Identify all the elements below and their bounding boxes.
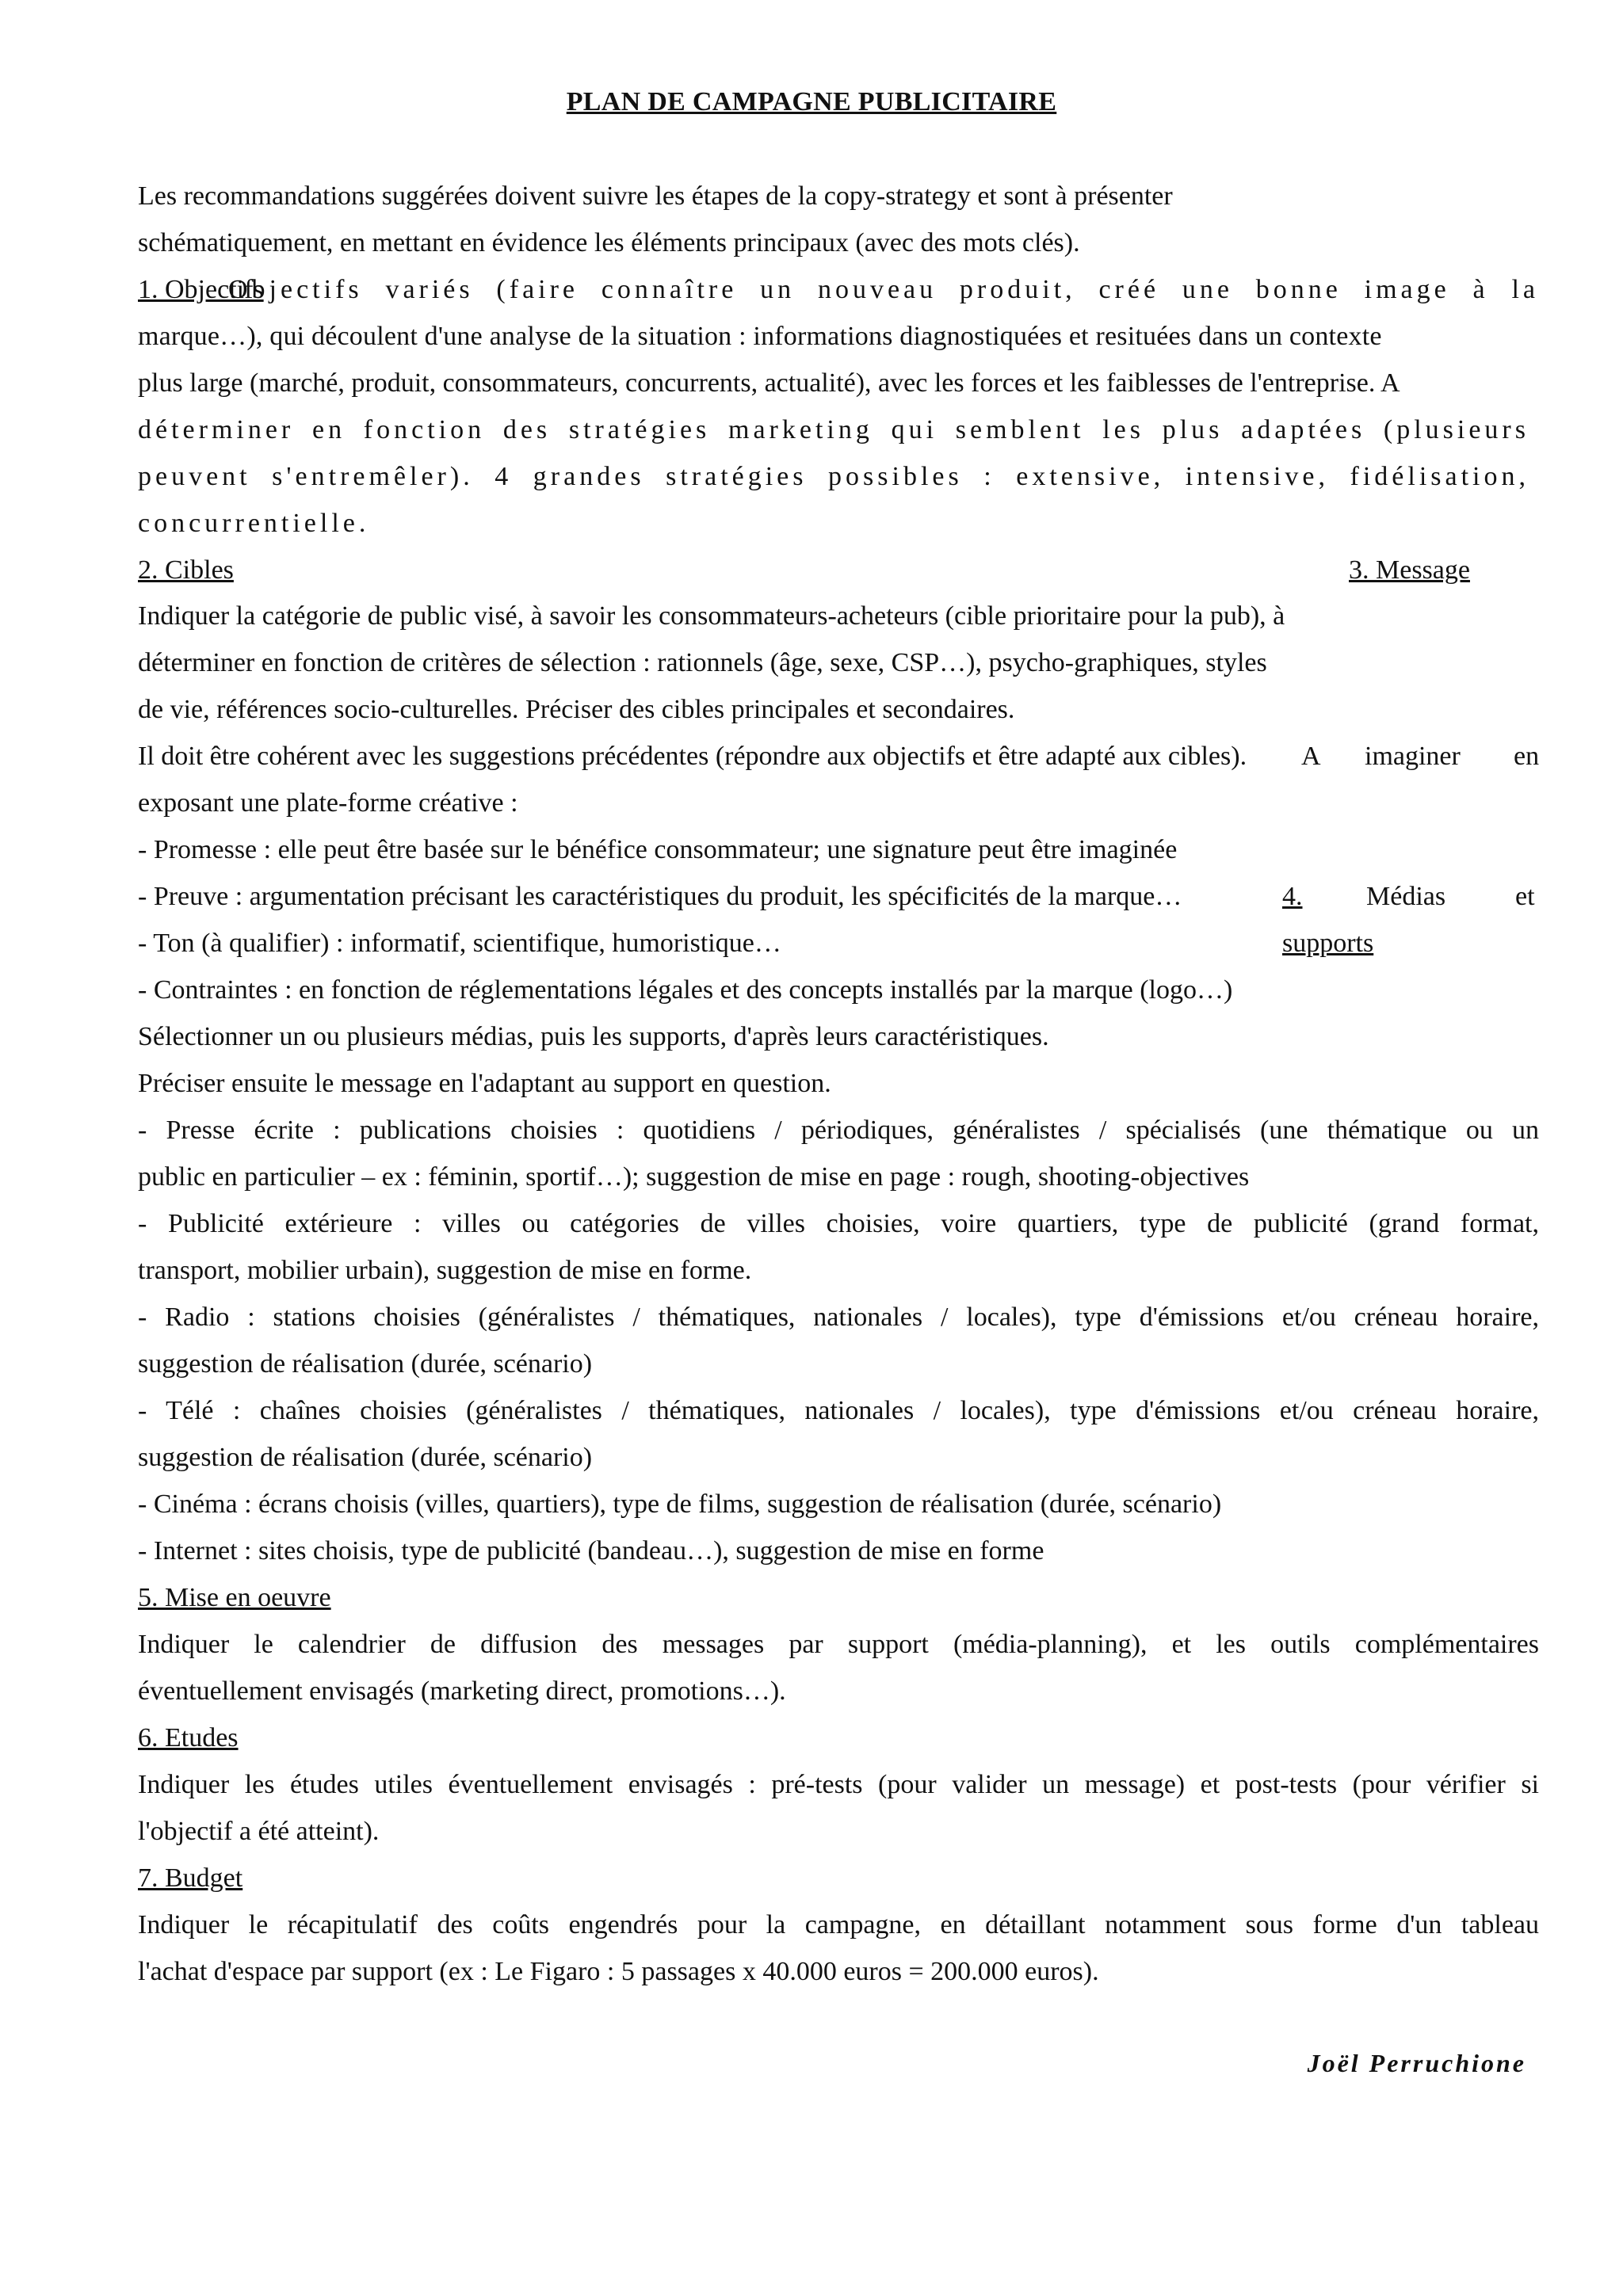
section-4-line-1: Sélectionner un ou plusieurs médias, puis les supports, d'après leurs caractéristiques. — [138, 1022, 1049, 1051]
section-1-line-2: marque…), qui découlent d'une analyse de la situation : informations diagnostiquées et resituées dans un contexte — [138, 322, 1382, 351]
section-2-line-1: Indiquer la catégorie de public visé, à savoir les consommateurs-acheteurs (cible prioritaire pour la pub), à — [138, 601, 1285, 631]
section-4-presse-2: public en particulier – ex : féminin, sportif…); suggestion de mise en page : rough, shooting-objectives — [138, 1162, 1250, 1192]
section-4-ext-2: transport, mobilier urbain), suggestion de mise en forme. — [138, 1256, 752, 1285]
section-4-internet: - Internet : sites choisis, type de publicité (bandeau…), suggestion de mise en forme — [138, 1536, 1044, 1566]
section-7-heading: 7. Budget — [138, 1863, 243, 1893]
section-3-line-2: exposant une plate-forme créative : — [138, 788, 518, 818]
section-6-line-1: Indiquer les études utiles éventuellement envisagés : pré-tests (pour valider un message) et post-tests (pour vérifier si — [138, 1770, 1539, 1799]
section-4-cinema: - Cinéma : écrans choisis (villes, quartiers), type de films, suggestion de réalisation (durée, scénario) — [138, 1489, 1222, 1519]
section-3-line-1: Il doit être cohérent avec les suggestions précédentes (répondre aux objectifs et être adapté aux cibles). — [138, 742, 1247, 771]
author-signature: Joël Perruchione — [1307, 2049, 1526, 2077]
section-6-heading: 6. Etudes — [138, 1723, 239, 1753]
section-4-tele-1: - Télé : chaînes choisies (généralistes / thématiques, nationales / locales), type d'émissions et/ou créneau horaire, — [138, 1396, 1539, 1425]
section-4-heading-word-et: et — [1515, 882, 1535, 911]
intro-line-2: schématiquement, en mettant en évidence les éléments principaux (avec des mots clés). — [138, 228, 1080, 257]
section-4-radio-2: suggestion de réalisation (durée, scénario) — [138, 1349, 593, 1379]
page-title: PLAN DE CAMPAGNE PUBLICITAIRE — [566, 87, 1057, 116]
section-1-line-5: peuvent s'entremêler). 4 grandes stratégies possibles : extensive, intensive, fidélisation, — [138, 462, 1529, 491]
section-1-heading: 1. Objectifs — [138, 275, 264, 304]
section-3-overlap-letter: A — [1301, 742, 1321, 771]
section-3-ton: - Ton (à qualifier) : informatif, scientifique, humoristique… — [138, 929, 781, 958]
section-1-line-6: concurrentielle. — [138, 509, 370, 538]
section-4-radio-1: - Radio : stations choisies (généralistes / thématiques, nationales / locales), type d'émissions et/ou créneau horaire, — [138, 1302, 1539, 1332]
section-3-contraintes: - Contraintes : en fonction de réglementations légales et des concepts installés par la marque (logo…) — [138, 975, 1233, 1005]
section-7-line-2: l'achat d'espace par support (ex : Le Figaro : 5 passages x 40.000 euros = 200.000 euros). — [138, 1957, 1099, 1986]
section-3-word-imaginer: imaginer — [1365, 742, 1461, 771]
section-7-line-1: Indiquer le récapitulatif des coûts engendrés pour la campagne, en détaillant notamment sous forme d'un tableau — [138, 1910, 1539, 1939]
section-4-presse-1: - Presse écrite : publications choisies : quotidiens / périodiques, généralistes / spécialisés (une thématique ou un — [138, 1116, 1539, 1145]
section-2-line-2: déterminer en fonction de critères de sélection : rationnels (âge, sexe, CSP…), psycho-graphiques, styles — [138, 648, 1267, 677]
section-3-word-en: en — [1514, 742, 1540, 771]
intro-line-1: Les recommandations suggérées doivent suivre les étapes de la copy-strategy et sont à présenter — [138, 181, 1173, 211]
section-4-heading-row — [1282, 881, 1590, 913]
section-4-heading-num: 4. — [1282, 882, 1303, 911]
section-5-heading: 5. Mise en oeuvre — [138, 1583, 331, 1612]
section-4-ext-1: - Publicité extérieure : villes ou catégories de villes choisies, voire quartiers, type de publicité (grand format, — [138, 1209, 1539, 1238]
section-6-line-2: l'objectif a été atteint). — [138, 1817, 380, 1846]
section-4-heading-word-medias: Médias — [1366, 882, 1446, 911]
section-2-heading: 2. Cibles — [138, 555, 234, 585]
section-5-line-2: éventuellement envisagés (marketing direct, promotions…). — [138, 1676, 786, 1706]
section-2-line-3: de vie, références socio-culturelles. Préciser des cibles principales et secondaires. — [138, 695, 1015, 724]
section-1-line-3: plus large (marché, produit, consommateurs, concurrents, actualité), avec les forces et les faiblesses de l'entreprise. A — [138, 368, 1400, 398]
section-3-promesse: - Promesse : elle peut être basée sur le bénéfice consommateur; une signature peut être imaginée — [138, 835, 1178, 864]
section-3-heading: 3. Message — [1349, 555, 1470, 585]
section-4-tele-2: suggestion de réalisation (durée, scénario) — [138, 1443, 593, 1472]
section-4-heading-supports: supports — [1282, 929, 1374, 958]
section-3-preuve: - Preuve : argumentation précisant les caractéristiques du produit, les spécificités de la marque… — [138, 882, 1182, 911]
section-5-line-1: Indiquer le calendrier de diffusion des messages par support (média-planning), et les outils complémentaires — [138, 1630, 1539, 1659]
section-1-line-4: déterminer en fonction des stratégies marketing qui semblent les plus adaptées (plusieurs — [138, 415, 1529, 444]
section-1-line-1: Objectifs variés (faire connaître un nouveau produit, créé une bonne image à la — [228, 275, 1539, 304]
section-4-line-2: Préciser ensuite le message en l'adaptant au support en question. — [138, 1069, 831, 1098]
